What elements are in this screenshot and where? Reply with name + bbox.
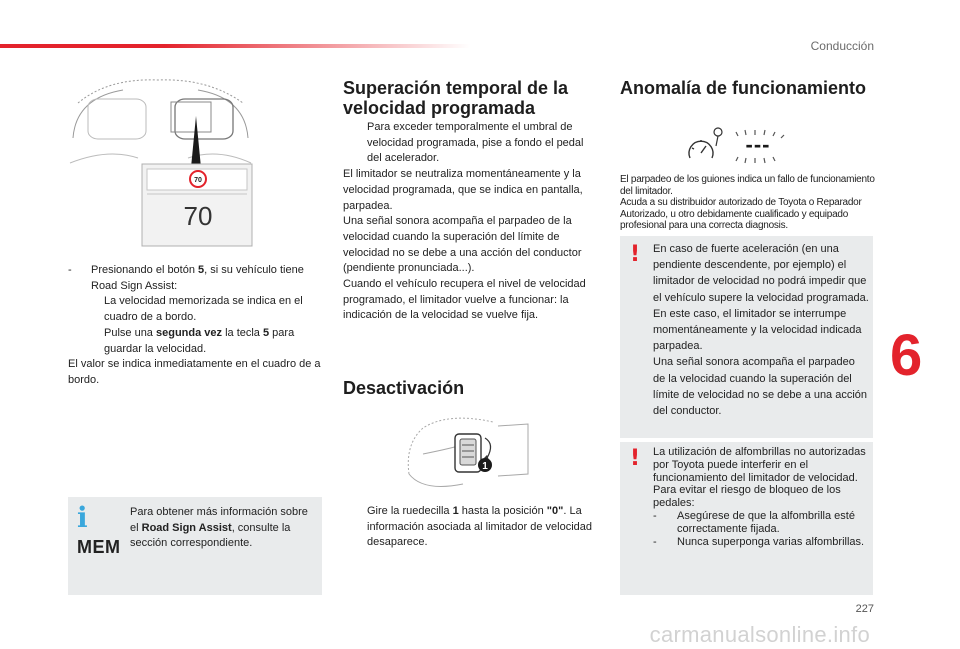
warning-2-text — [653, 446, 869, 548]
override-paragraph-2: Una señal sonora acompaña el parpadeo de la velocidad cuando la superación del límite de velocidad no se debe a una acción del conductor (pendiente pronunciada...). — [343, 215, 582, 275]
left-final-paragraph: El valor se indica inmediatamente en el cuadro de a bordo. — [68, 358, 321, 386]
warning-box-floor-mats — [620, 442, 873, 595]
info-icon: i — [77, 501, 88, 534]
warning-1-paragraph-2: En este caso, el limitador se interrumpe momentáneamente y la velocidad indicada parpadea. — [653, 307, 862, 353]
page-number: 227 — [855, 603, 874, 615]
override-text — [343, 120, 593, 324]
sub-item-2: Pulse una — [104, 326, 156, 339]
heading-temporary-override: Superación temporal de la velocidad programada — [343, 78, 569, 118]
warning-2-paragraph-2: Para evitar el riesgo de bloqueo de los pedales: — [653, 484, 841, 510]
item1-text-end: , si su vehículo tiene Road Sign Assist: — [91, 264, 304, 292]
warning-2-list-item-2: Nunca superponga varias alfombrillas. — [677, 535, 865, 548]
chapter-number: 6 — [890, 323, 923, 388]
heading-deactivation: Desactivación — [343, 378, 465, 398]
override-bullet: Para exceder temporalmente el umbral de velocidad programada, pise a fondo el pedal del acelerador. — [367, 121, 584, 165]
speed-sign-value: 70 — [194, 177, 202, 184]
dashboard-illustration — [68, 78, 253, 248]
warning-box-acceleration — [620, 236, 873, 438]
deactivation-text: Gire la ruedecilla 1 hasta la posición "0". La información asociada al limitador de velocidad desaparece. — [367, 505, 593, 549]
warning-1-paragraph-1: En caso de fuerte aceleración (en una pendiente descendente, por ejemplo) el limitador de velocidad no podrá impedir que el vehículo supere la velocidad programada. — [653, 243, 869, 304]
override-paragraph-3: Cuando el vehículo recupera el nivel de velocidad programado, el limitador vuelve a funcionar: la indicación de la velocidad se vuelve fija. — [343, 278, 586, 322]
warning-2-list-item-1: Asegúrese de que la alfombrilla esté correctamente fijada. — [677, 509, 855, 535]
position-ref: "0" — [546, 505, 564, 517]
watermark: carmanualsonline.info — [649, 622, 870, 647]
speed-display-value: 70 — [183, 201, 213, 231]
info-text-bold: Road Sign Assist — [141, 521, 232, 534]
warning-icon: ! — [630, 242, 641, 267]
list-dash: - — [653, 509, 657, 522]
list-dash: - — [653, 535, 657, 548]
section-title: Conducción — [810, 39, 874, 53]
malfunction-paragraph-2: Acuda a su distribuidor autorizado de Toyota o Reparador Autorizado, u otro debidamente cualificado y equipado profesional para una correcta diagnosis. — [620, 197, 862, 231]
override-paragraph-1: El limitador se neutraliza momentáneamente y la velocidad programada, que se indica en pantalla, parpadea. — [343, 168, 583, 212]
control-number-label: 1 — [482, 461, 488, 472]
malfunction-display-illustration — [686, 126, 798, 168]
list-dash: - — [68, 264, 72, 276]
item1-text: Presionando el botón — [91, 264, 199, 276]
button-ref: 5 — [262, 326, 270, 339]
button-ref: 5 — [198, 264, 205, 276]
mem-button-label: MEM — [77, 537, 121, 557]
info-text: Para obtener más información sobre el Road Sign Assist, consulte la sección correspondiente. — [130, 506, 308, 550]
speed-limiter-control-illustration — [403, 414, 533, 490]
heading-malfunction: Anomalía de funcionamiento — [620, 78, 867, 98]
warning-icon: ! — [630, 446, 641, 471]
sub-item-1: La velocidad memorizada se indica en el cuadro de a bordo. — [104, 295, 303, 324]
left-instructions: - Presionando el botón 5, si su vehículo tiene Road Sign Assist: La velocidad memorizada se indica en el cuadro de a bordo. Pulse una segunda vez la tecla 5 para guardar la velocidad. El valor se indica inmediatamente en el cuadro de a bordo. — [68, 263, 324, 389]
wheel-ref: 1 — [452, 505, 459, 517]
header-accent-bar — [0, 44, 470, 48]
sub-item-2-bold: segunda vez — [155, 326, 223, 339]
warning-1-text — [653, 241, 869, 419]
warning-2-paragraph-1: La utilización de alfombrillas no autorizadas por Toyota puede interferir en el funcionamiento del limitador de velocidad. — [653, 446, 866, 484]
warning-1-paragraph-3: Una señal sonora acompaña el parpadeo de la velocidad cuando la superación del límite de velocidad no se debe a una acción del conductor. — [653, 356, 868, 418]
dashes-display: --- — [745, 132, 771, 157]
malfunction-paragraph-1: El parpadeo de los guiones indica un fallo de funcionamiento del limitador. — [620, 174, 875, 197]
info-box — [68, 497, 322, 595]
speedometer-icon — [689, 140, 713, 158]
malfunction-text — [620, 174, 875, 232]
